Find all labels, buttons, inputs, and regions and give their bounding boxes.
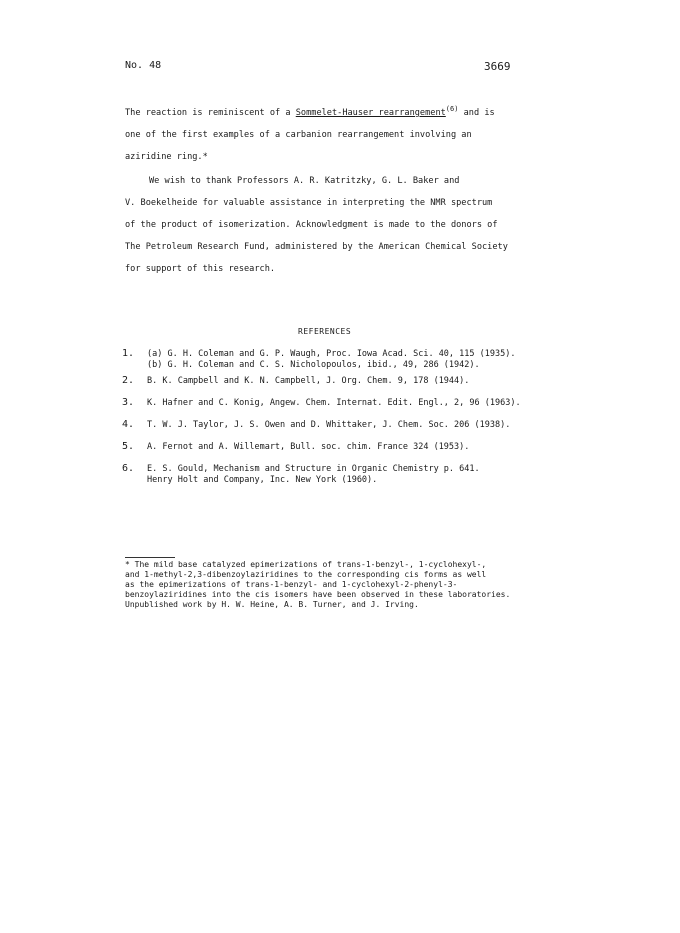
footnote-line: * The mild base catalyzed epimerizations of trans-1-benzyl-, 1-cyclohexyl-, xyxy=(125,560,487,569)
reference-text: K. Hafner and C. Konig, Angew. Chem. Internat. Edit. Engl., 2, 96 (1963). xyxy=(147,398,521,408)
paragraph-line: We wish to thank Professors A. R. Katritzky, G. L. Baker and xyxy=(149,176,460,186)
reference-line: (b) G. H. Coleman and C. S. Nicholopoulos, ibid., 49, 286 (1942). xyxy=(147,360,480,370)
reference-text: B. K. Campbell and K. N. Campbell, J. Org. Chem. 9, 178 (1944). xyxy=(147,376,470,386)
reference-item xyxy=(122,375,562,397)
reference-item xyxy=(122,419,562,441)
text-span: The reaction is reminiscent of a xyxy=(125,108,296,118)
reference-item xyxy=(122,397,562,419)
reference-text: T. W. J. Taylor, J. S. Owen and D. Whittaker, J. Chem. Soc. 206 (1938). xyxy=(147,420,511,430)
paragraph-line: for support of this research. xyxy=(125,264,276,274)
paragraph-line xyxy=(125,105,495,119)
page-number: 3669 xyxy=(484,60,511,73)
footnote-line: Unpublished work by H. W. Heine, A. B. Turner, and J. Irving. xyxy=(125,600,419,609)
references-heading: REFERENCES xyxy=(298,327,352,336)
reference-text xyxy=(147,349,515,371)
reference-number: 6. xyxy=(122,463,135,474)
underlined-term: Sommelet-Hauser rearrangement xyxy=(295,108,446,118)
reference-item xyxy=(122,348,562,375)
reference-text xyxy=(147,464,480,486)
footnote-line: benzoylaziridines into the cis isomers have been observed in these laboratories. xyxy=(125,590,511,599)
reference-line: (a) G. H. Coleman and G. P. Waugh, Proc. Iowa Acad. Sci. 40, 115 (1935). xyxy=(147,349,516,359)
reference-line: E. S. Gould, Mechanism and Structure in Organic Chemistry p. 641. xyxy=(147,464,480,474)
reference-line: Henry Holt and Company, Inc. New York (1960). xyxy=(147,475,378,485)
paragraph-line: V. Boekelheide for valuable assistance in interpreting the NMR spectrum xyxy=(125,198,493,208)
footnote-rule xyxy=(125,557,175,558)
paragraph-line: aziridine ring.* xyxy=(125,152,208,162)
paragraph-line: of the product of isomerization. Acknowledgment is made to the donors of xyxy=(125,220,498,230)
reference-number: 1. xyxy=(122,348,135,359)
citation-superscript: (6) xyxy=(445,105,459,114)
reference-item xyxy=(122,441,562,463)
reference-number: 2. xyxy=(122,375,135,386)
reference-text: A. Fernot and A. Willemart, Bull. soc. chim. France 324 (1953). xyxy=(147,442,470,452)
references-list xyxy=(122,348,562,485)
reference-number: 4. xyxy=(122,419,135,430)
reference-item xyxy=(122,463,562,485)
paragraph-line: one of the first examples of a carbanion rearrangement involving an xyxy=(125,130,472,140)
text-span: and is xyxy=(458,108,495,118)
paragraph-line: The Petroleum Research Fund, administered by the American Chemical Society xyxy=(125,242,508,252)
reference-number: 3. xyxy=(122,397,135,408)
issue-number: No. 48 xyxy=(125,60,162,71)
footnote-line: as the epimerizations of trans-1-benzyl- and 1-cyclohexyl-2-phenyl-3- xyxy=(125,580,458,589)
footnote-line: and 1-methyl-2,3-dibenzoylaziridines to the corresponding cis forms as well xyxy=(125,570,487,579)
reference-number: 5. xyxy=(122,441,135,452)
